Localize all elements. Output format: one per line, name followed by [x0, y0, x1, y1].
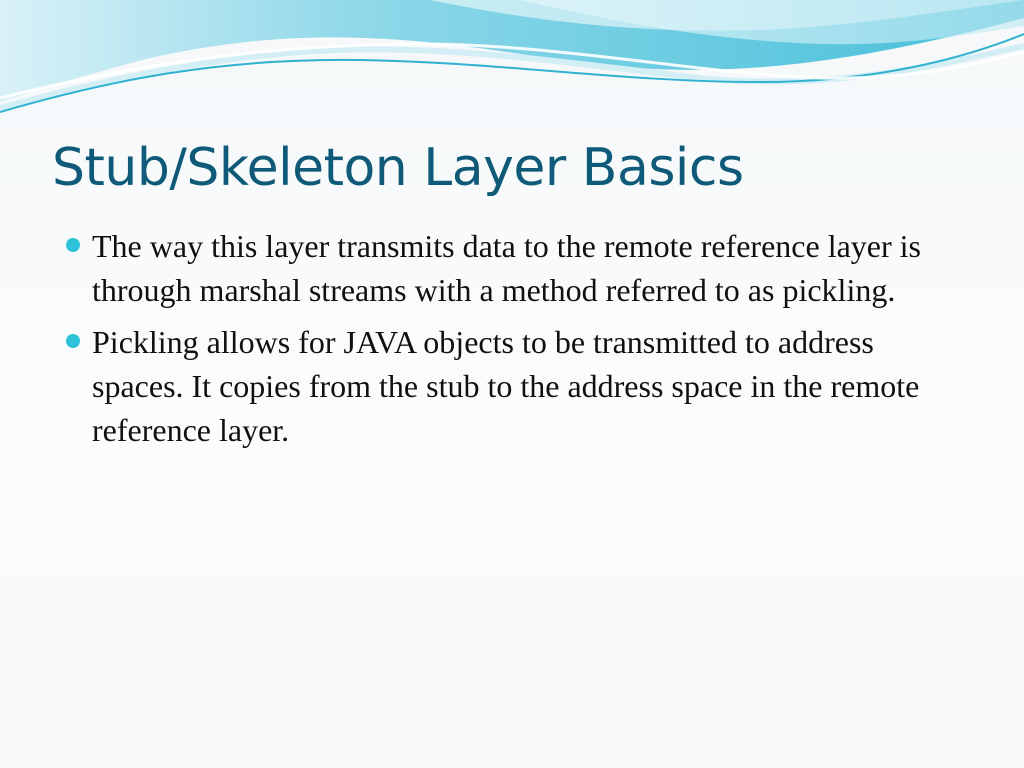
bullet-list — [64, 224, 944, 460]
slide-title: Stub/Skeleton Layer Basics — [52, 138, 744, 198]
bullet-dot-icon — [66, 238, 80, 252]
bullet-item — [64, 320, 944, 452]
bullet-item — [64, 224, 944, 312]
decorative-wave-header — [0, 0, 1024, 130]
bullet-text: Pickling allows for JAVA objects to be transmitted to address spaces. It copies from the stub to the address space in the remote reference layer. — [92, 324, 920, 448]
bullet-dot-icon — [66, 334, 80, 348]
bullet-text: The way this layer transmits data to the remote reference layer is through marshal streams with a method referred to as pickling. — [92, 228, 921, 308]
